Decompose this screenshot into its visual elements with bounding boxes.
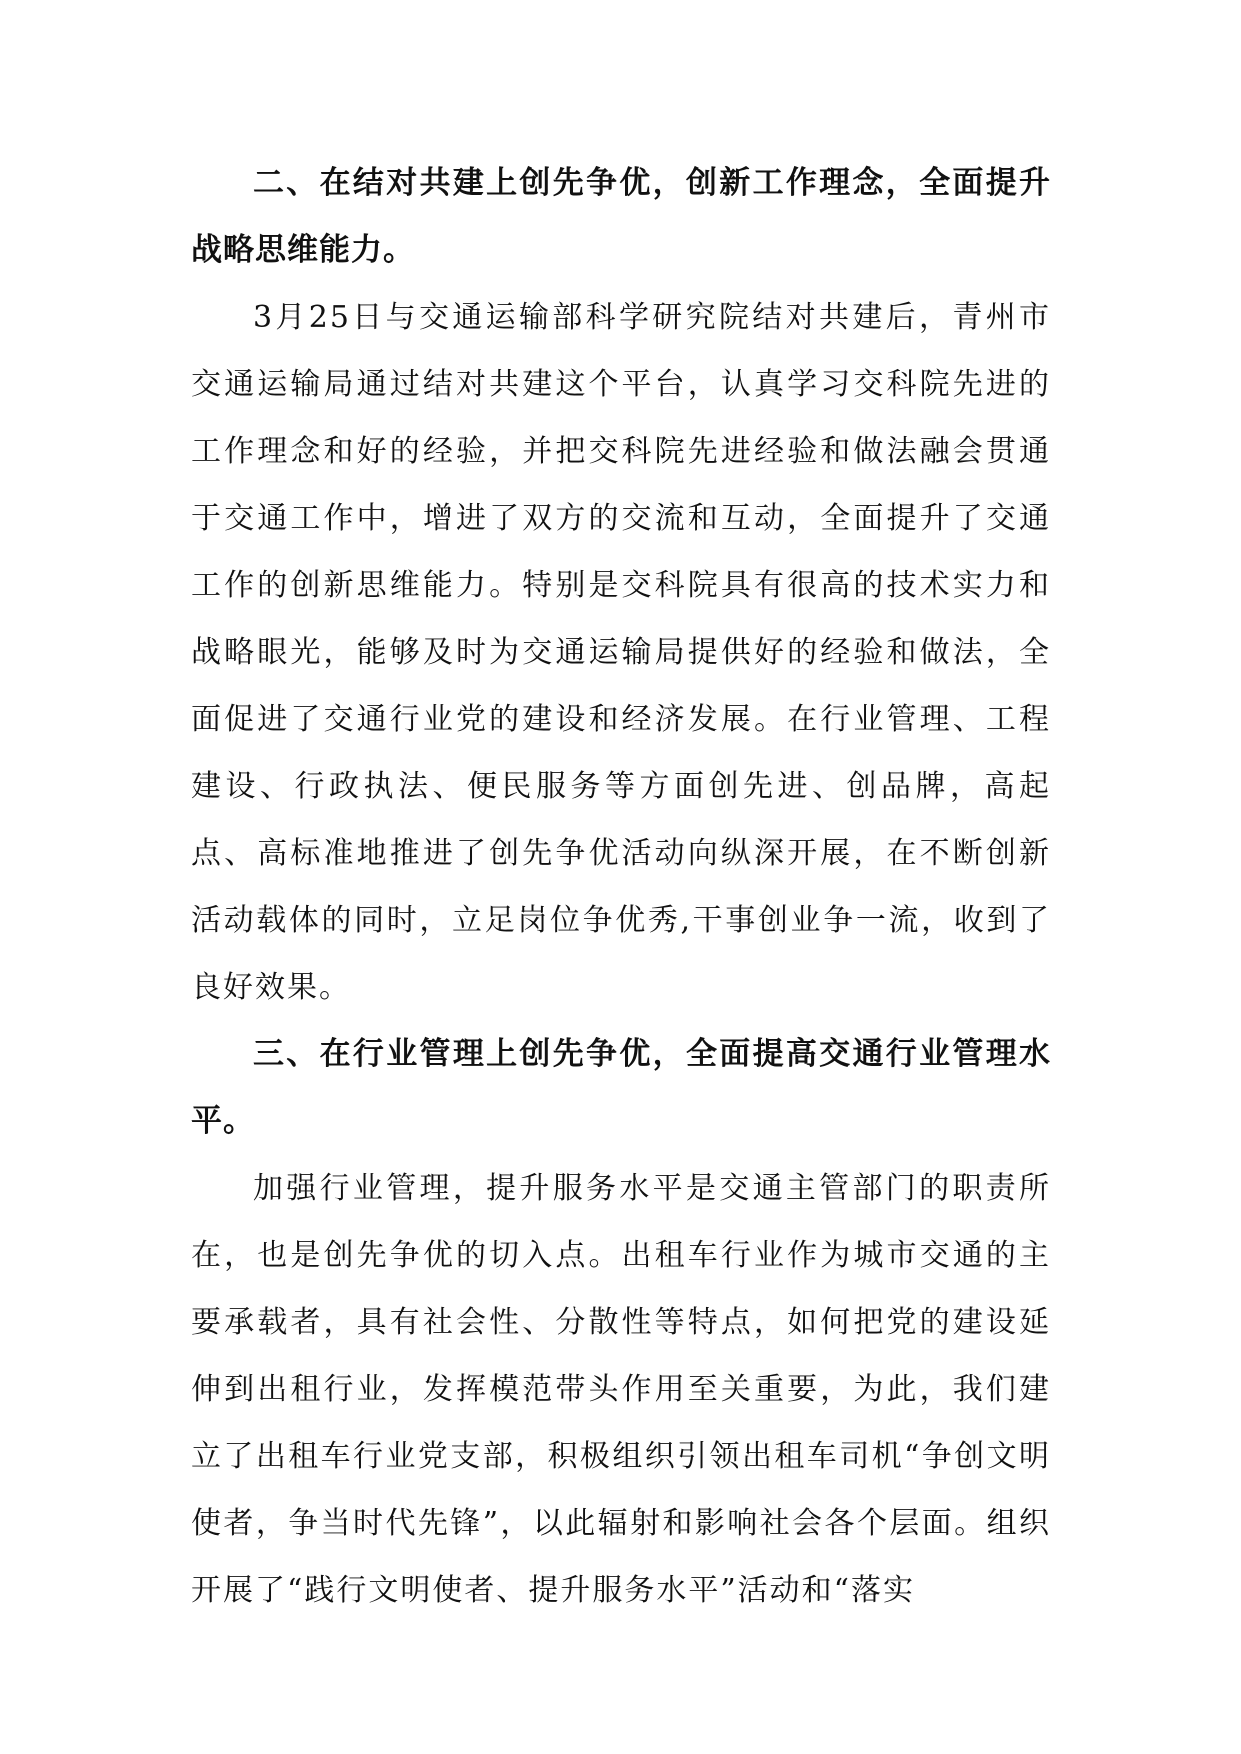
document-body: [191, 150, 1051, 1624]
section-heading-2: 二、在结对共建上创先争优，创新工作理念，全面提升战略思维能力。: [191, 165, 1051, 268]
section-paragraph-2: 3月25日与交通运输部科学研究院结对共建后，青州市交通运输局通过结对共建这个平台，认真学习交科院先进的工作理念和好的经验，并把交科院先进经验和做法融会贯通于交通工作中，增进了双方的交流和互动，全面提升了交通工作的创新思维能力。特别是交科院具有很高的技术实力和战略眼光，能够及时为交通运输局提供好的经验和做法，全面促进了交通行业党的建设和经济发展。在行业管理、工程建设、行政执法、便民服务等方面创先进、创品牌，高起点、高标准地推进了创先争优活动向纵深开展，在不断创新活动载体的同时，立足岗位争优秀,干事创业争一流，收到了良好效果。: [191, 300, 1051, 1005]
section-paragraph-3: 加强行业管理，提升服务水平是交通主管部门的职责所在，也是创先争优的切入点。出租车行业作为城市交通的主要承载者，具有社会性、分散性等特点，如何把党的建设延伸到出租行业，发挥模范带头作用至关重要，为此，我们建立了出租车行业党支部，积极组织引领出租车司机“争创文明使者，争当时代先锋”，以此辐射和影响社会各个层面。组织开展了“践行文明使者、提升服务水平”活动和“落实: [191, 1171, 1051, 1608]
section-heading-3: 三、在行业管理上创先争优，全面提高交通行业管理水平。: [191, 1036, 1051, 1139]
